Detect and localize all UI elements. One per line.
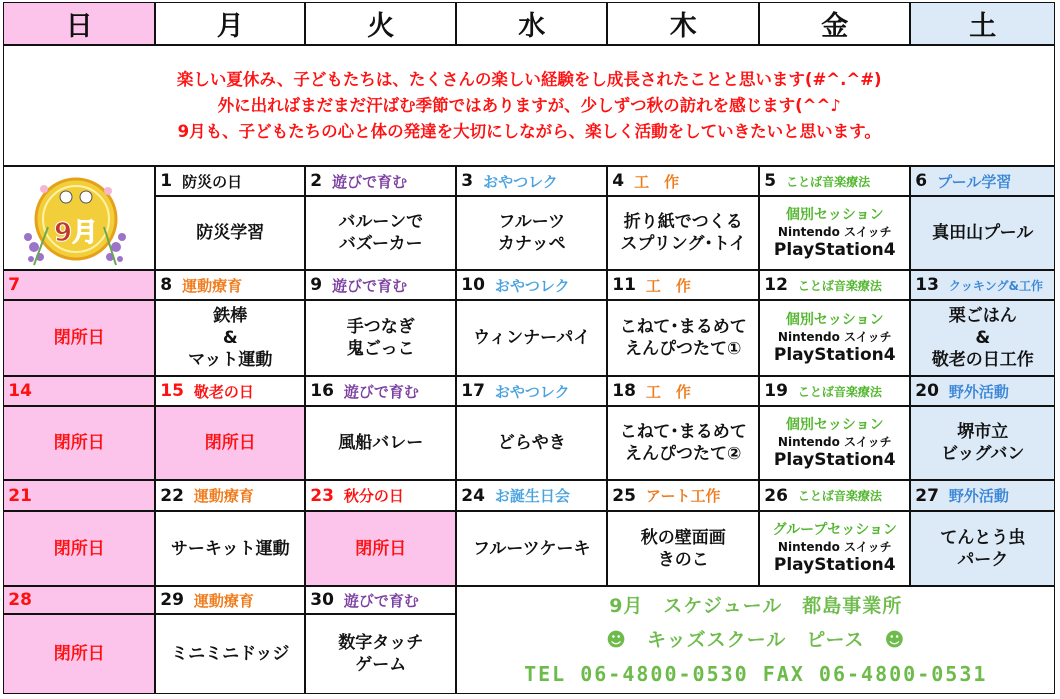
date-number: 6 [915,171,928,192]
weekday-tue: 火 [305,2,456,45]
event-label: お誕生日会 [494,487,570,506]
event-label: 工 作 [645,382,691,401]
activity-line: 数字タッチ [338,633,424,654]
date-number: 1 [160,171,173,192]
date-number: 30 [310,590,334,611]
date-header [607,166,759,196]
activity-line: 閉所日 [355,538,407,559]
weekday-thu: 木 [607,2,759,45]
activity-content [155,300,305,376]
activity-line: どらやき [497,433,566,454]
event-label: 工 作 [645,276,691,295]
date-header [759,376,910,406]
closed-day-content [3,511,155,586]
date-number: 25 [612,485,636,506]
closed-day-content [3,614,155,694]
footer-contact: TEL 06-4800-0530 FAX 06-4800-0531 [524,662,988,687]
september-calendar [4,3,1056,695]
weekday-sat: 土 [910,2,1055,45]
event-label: おやつレク [494,276,570,295]
event-label: 運動療育 [193,591,254,610]
activity-line: 閉所日 [53,644,105,665]
date-number: 10 [461,275,485,296]
date-header [456,480,607,511]
date-header [155,586,305,614]
activity-line: フルーツケーキ [473,538,591,559]
activity-line: 閉所日 [53,538,105,559]
date-header [3,586,155,614]
event-label: ことば音楽療法 [786,174,871,189]
date-number: 2 [310,171,323,192]
activity-line: 手つなぎ [346,317,415,338]
activity-content [305,300,456,376]
activity-content [910,406,1055,480]
date-number: 19 [764,381,788,402]
date-header [155,376,305,406]
activity-line: ミニミニドッジ [171,644,290,665]
date-number: 13 [915,275,939,296]
activity-content [456,406,607,480]
activity-line: ウィンナーパイ [473,328,591,349]
activity-line: 折り紙でつくる [623,212,743,233]
activity-content [607,196,759,270]
event-label: 秋分の日 [343,487,404,506]
date-header [607,480,759,511]
date-number: 23 [310,485,334,506]
date-number: 15 [160,381,184,402]
date-header [155,480,305,511]
date-number: 11 [612,275,636,296]
event-label: アート工作 [645,487,721,506]
activity-line: 閉所日 [53,328,105,349]
activity-line: ゲーム [355,655,407,676]
event-label: 遊びで育む [343,591,419,610]
event-label: 野外活動 [948,382,1009,401]
date-number: 7 [8,275,21,296]
activity-line: バルーンで [338,212,424,233]
weekday-fri: 金 [759,2,910,45]
activity-line: てんとう虫 [940,527,1026,548]
activity-line: 堺市立 [957,422,1009,443]
date-header [305,480,456,511]
activity-line: 敬老の日工作 [931,350,1034,371]
activity-line: マット運動 [188,350,273,371]
date-header [607,270,759,300]
activity-content [456,511,607,586]
event-label: ことば音楽療法 [797,489,882,504]
activity-line: PlayStation4 [773,449,896,470]
date-number: 28 [8,590,32,611]
event-label: おやつレク [483,172,558,191]
date-header [3,270,155,300]
activity-line: 栗ごはん [948,306,1017,327]
activity-line: グループセッション [772,522,897,539]
activity-content [759,196,910,270]
activity-line: PlayStation4 [773,555,896,576]
date-header [456,376,607,406]
date-header [305,270,456,300]
date-header [305,376,456,406]
date-number: 29 [160,590,184,611]
activity-line: 個別セッション [785,311,884,328]
date-header [305,166,456,196]
activity-content [305,406,456,480]
activity-content [759,511,910,586]
date-number: 9 [310,275,323,296]
activity-line: パーク [957,549,1009,570]
activity-content [155,196,305,270]
date-header [910,376,1055,406]
activity-line: きのこ [657,549,709,570]
event-label: プール学習 [937,172,1012,191]
date-number: 12 [764,275,788,296]
badge-month-text: 9月 [54,218,99,249]
date-header [759,270,910,300]
activity-content [607,406,759,480]
date-number: 26 [764,485,788,506]
event-label: 野外活動 [948,487,1009,506]
date-number: 21 [8,485,32,506]
activity-line: Nintendo スイッチ [777,540,892,555]
date-number: 14 [8,381,32,402]
date-number: 5 [764,171,777,192]
activity-line: えんぴつたて② [625,444,742,465]
date-number: 17 [461,381,485,402]
activity-line: PlayStation4 [773,239,896,260]
event-label: クッキング&工作 [948,278,1044,293]
activity-line: Nintendo スイッチ [777,434,892,449]
intro-line: 外に出ればまだまだ汗ばむ季節ではありますが、少しずつ秋の訪れを感じます(^^♪ [217,95,841,115]
activity-line: PlayStation4 [773,344,896,365]
event-label: ことば音楽療法 [797,278,882,293]
activity-line: 風船バレー [338,433,424,454]
date-header [155,166,305,196]
date-header [607,376,759,406]
date-number: 22 [160,485,184,506]
intro-line: 9月も、子どもたちの心と体の発達を大切にしながら、楽しく活動をしていきたいと思います。 [177,121,881,141]
activity-line: えんぴつたて① [625,339,742,360]
activity-line: 鉄棒 [213,306,248,327]
event-label: 遊びで育む [343,382,419,401]
date-header [305,586,456,614]
activity-content [607,300,759,376]
footer-school-name: ☻ キッズスクール ピース ☻ [606,629,906,652]
activity-content [305,196,456,270]
activity-line: & [975,328,991,349]
activity-content [910,300,1055,376]
event-label: おやつレク [494,382,570,401]
activity-line: 個別セッション [785,416,884,433]
intro-message [3,45,1055,166]
event-label: 遊びで育む [332,276,408,295]
september-flower-badge-icon [4,167,155,270]
event-label: 工 作 [634,172,680,191]
activity-line: 秋の壁面画 [640,527,726,548]
activity-content [910,511,1055,586]
activity-content [607,511,759,586]
weekday-wed: 水 [456,2,607,45]
closed-day-content [3,300,155,376]
date-number: 3 [461,171,474,192]
activity-content [305,614,456,694]
date-header [759,480,910,511]
date-number: 20 [915,381,939,402]
activity-line: サーキット運動 [170,538,290,559]
weekday-sun: 日 [3,2,155,45]
footer-title: 9月 スケジュール 都島事業所 [609,595,903,618]
date-number: 16 [310,381,334,402]
activity-content [910,196,1055,270]
event-label: 運動療育 [182,276,243,295]
date-number: 8 [160,275,173,296]
activity-line: 鬼ごっこ [346,339,415,360]
activity-line: カナッペ [497,234,566,255]
activity-line: 個別セッション [785,206,884,223]
date-header [3,480,155,511]
activity-line: バズーカー [338,234,423,255]
date-header [910,270,1055,300]
activity-line: スプリング･トイ [620,234,747,255]
date-number: 4 [612,171,625,192]
date-number: 27 [915,485,939,506]
activity-content [759,300,910,376]
event-label: 遊びで育む [332,172,408,191]
date-number: 18 [612,381,636,402]
closed-day-content [305,511,456,586]
date-header [759,166,910,196]
activity-line: Nintendo スイッチ [777,224,892,239]
activity-line: 真田山プール [932,223,1034,244]
date-header [910,480,1055,511]
activity-line: & [222,328,238,349]
activity-content [155,511,305,586]
activity-line: こねて･まるめて [619,317,747,338]
activity-content [155,614,305,694]
intro-line: 楽しい夏休み、子どもたちは、たくさんの楽しい経験をし成長されたことと思います(#^.^#) [176,69,882,89]
activity-line: こねて･まるめて [619,422,747,443]
activity-line: 閉所日 [204,433,256,454]
activity-line: 防災学習 [196,223,265,244]
footer-info [456,586,1055,694]
activity-line: フルーツ [498,212,566,233]
activity-content [456,196,607,270]
date-header [456,270,607,300]
event-label: 敬老の日 [193,382,254,401]
activity-content [456,300,607,376]
event-label: ことば音楽療法 [797,384,882,399]
weekday-mon: 月 [155,2,305,45]
closed-day-content [155,406,305,480]
closed-day-content [3,406,155,480]
event-label: 防災の日 [182,172,243,191]
date-header [155,270,305,300]
activity-line: 閉所日 [53,433,105,454]
month-badge-cell [3,166,155,270]
activity-content [759,406,910,480]
date-header [3,376,155,406]
date-number: 24 [461,485,485,506]
date-header [456,166,607,196]
activity-line: Nintendo スイッチ [777,329,892,344]
date-header [910,166,1055,196]
activity-line: ビッグバン [941,444,1025,465]
event-label: 運動療育 [193,487,254,506]
